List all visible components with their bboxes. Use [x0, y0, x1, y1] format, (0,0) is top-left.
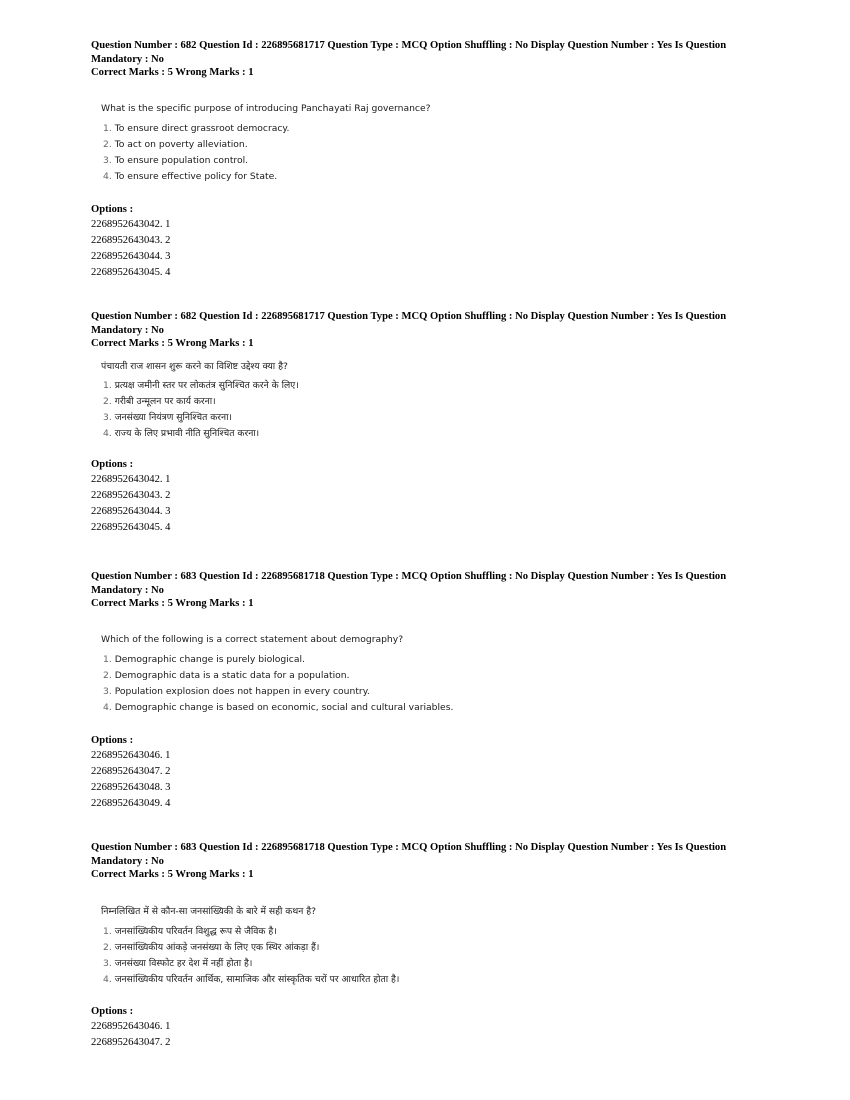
choice-item: 1. To ensure direct grassroot democracy. — [103, 122, 290, 134]
meta-line: Mandatory : No — [91, 53, 164, 65]
meta-line: Mandatory : No — [91, 324, 164, 336]
option-id: 2268952643043. 2 — [91, 490, 171, 502]
option-id: 2268952643044. 3 — [91, 505, 171, 517]
options-label: Options : — [91, 459, 134, 471]
choice-list — [103, 378, 741, 443]
meta-line: Mandatory : No — [91, 584, 164, 596]
choice-item: 3. जनसंख्या विस्फोट हर देश में नहीं होता है। — [103, 957, 253, 969]
meta-line: Question Number : 682 Question Id : 226895681717 Question Type : MCQ Option Shuffling : No Display Question Number : Yes Is Question — [91, 311, 727, 322]
question-meta — [91, 310, 741, 351]
choice-item: 4. To ensure effective policy for State. — [103, 171, 278, 183]
option-id: 2268952643042. 1 — [91, 219, 171, 231]
choice-item: 3. Population explosion does not happen in every country. — [103, 685, 370, 697]
question-meta — [91, 570, 741, 611]
question-text: पंचायती राज शासन शुरू करने का विशिष्ट उद्देश्य क्या है? — [101, 360, 288, 372]
marks-line: Correct Marks : 5 Wrong Marks : 1 — [91, 598, 254, 609]
option-id-list — [91, 472, 741, 535]
options-label: Options : — [91, 204, 134, 216]
question-text: What is the specific purpose of introducing Panchayati Raj governance? — [101, 102, 431, 114]
option-id: 2268952643044. 3 — [91, 250, 171, 262]
options-label: Options : — [91, 735, 134, 747]
options-label: Options : — [91, 1006, 134, 1018]
choice-item: 2. जनसांख्यिकीय आंकड़े जनसंख्या के लिए एक स्थिर आंकड़ा हैं। — [103, 941, 320, 953]
choice-list — [103, 121, 741, 186]
question-text: निम्नलिखित में से कौन-सा जनसांख्यिकी के बारे में सही कथन है? — [101, 905, 316, 917]
choice-item: 4. जनसांख्यिकीय परिवर्तन आर्थिक, सामाजिक और सांस्कृतिक चरों पर आधारित होता है। — [103, 974, 400, 986]
option-id-list — [91, 748, 741, 811]
choice-item: 2. गरीबी उन्मूलन पर कार्य करना। — [103, 395, 216, 407]
choice-item: 1. प्रत्यक्ष जमीनी स्तर पर लोकतंत्र सुनिश्चित करने के लिए। — [103, 379, 299, 391]
option-id: 2268952643042. 1 — [91, 474, 171, 486]
choice-item: 4. Demographic change is based on economic, social and cultural variables. — [103, 702, 454, 714]
choice-item: 4. राज्य के लिए प्रभावी नीति सुनिश्चित करना। — [103, 428, 260, 440]
option-id: 2268952643047. 2 — [91, 766, 171, 778]
option-id: 2268952643043. 2 — [91, 235, 171, 247]
option-id: 2268952643048. 3 — [91, 781, 171, 793]
option-id: 2268952643046. 1 — [91, 750, 171, 762]
meta-line: Question Number : 683 Question Id : 226895681718 Question Type : MCQ Option Shuffling : No Display Question Number : Yes Is Question — [91, 842, 727, 853]
question-meta — [91, 841, 741, 882]
choice-item: 3. To ensure population control. — [103, 154, 249, 166]
option-id-list — [91, 1019, 741, 1051]
option-id: 2268952643045. 4 — [91, 521, 171, 533]
meta-line: Mandatory : No — [91, 855, 164, 867]
option-id: 2268952643045. 4 — [91, 266, 171, 278]
marks-line: Correct Marks : 5 Wrong Marks : 1 — [91, 67, 254, 78]
choice-item: 3. जनसंख्या नियंत्रण सुनिश्चित करना। — [103, 411, 233, 423]
meta-line: Question Number : 683 Question Id : 226895681718 Question Type : MCQ Option Shuffling : No Display Question Number : Yes Is Question — [91, 571, 727, 582]
option-id: 2268952643047. 2 — [91, 1037, 171, 1049]
marks-line: Correct Marks : 5 Wrong Marks : 1 — [91, 338, 254, 349]
choice-item: 2. Demographic data is a static data for a population. — [103, 669, 350, 681]
meta-line: Question Number : 682 Question Id : 226895681717 Question Type : MCQ Option Shuffling : No Display Question Number : Yes Is Question — [91, 40, 727, 51]
question-block — [91, 570, 741, 812]
question-meta — [91, 39, 741, 80]
choice-item: 1. Demographic change is purely biological. — [103, 653, 305, 665]
option-id: 2268952643046. 1 — [91, 1021, 171, 1033]
choice-list — [103, 652, 741, 717]
choice-item: 1. जनसांख्यिकीय परिवर्तन विशुद्ध रूप से जैविक है। — [103, 925, 277, 937]
question-block — [91, 841, 741, 1051]
option-id: 2268952643049. 4 — [91, 797, 171, 809]
choice-list — [103, 924, 741, 989]
question-block — [91, 310, 741, 536]
option-id-list — [91, 217, 741, 280]
question-block — [91, 39, 741, 281]
question-text: Which of the following is a correct statement about demography? — [101, 633, 404, 645]
marks-line: Correct Marks : 5 Wrong Marks : 1 — [91, 869, 254, 880]
choice-item: 2. To act on poverty alleviation. — [103, 138, 248, 150]
